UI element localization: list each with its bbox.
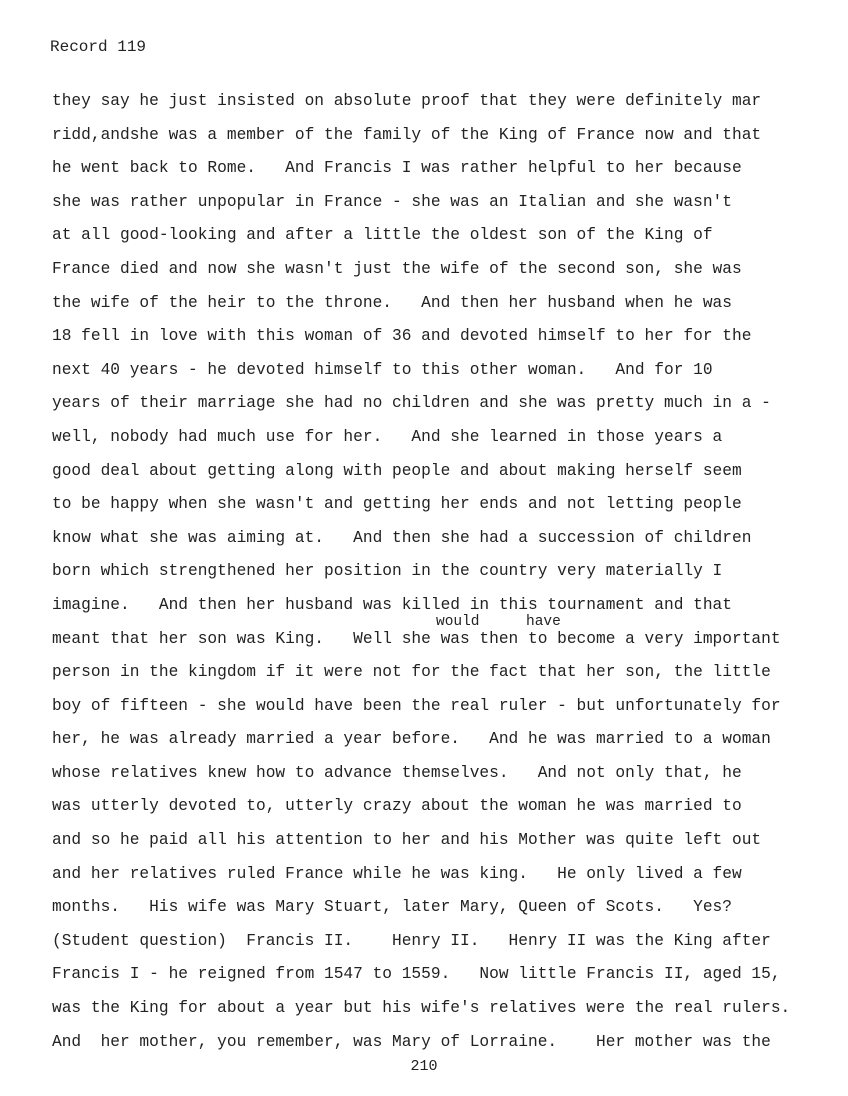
text-line: France died and now she wasn't just the wife of the second son, she was: [52, 259, 742, 278]
text-line: know what she was aiming at. And then she had a succession of children: [52, 528, 752, 547]
text-line: Francis I - he reigned from 1547 to 1559. Now little Francis II, aged 15,: [52, 965, 781, 984]
text-line: the wife of the heir to the throne. And then her husband when he was: [52, 293, 732, 312]
text-line: years of their marriage she had no children and she was pretty much in a -: [52, 394, 771, 413]
text-line: boy of fifteen - she would have been the real ruler - but unfortunately for: [52, 696, 781, 715]
text-line: next 40 years - he devoted himself to this other woman. And for 10: [52, 360, 713, 379]
text-line: at all good-looking and after a little the oldest son of the King of: [52, 226, 713, 245]
text-line: her, he was already married a year before. And he was married to a woman: [52, 730, 771, 749]
page-number: 210: [410, 1058, 438, 1075]
text-line: she was rather unpopular in France - she was an Italian and she wasn't: [52, 192, 732, 211]
record-header: Record 119: [50, 38, 147, 56]
text-line: good deal about getting along with people and about making herself seem: [52, 461, 742, 480]
transcript-body: [52, 88, 832, 1062]
interlinear-insertion-would: would: [436, 614, 480, 630]
text-line: he went back to Rome. And Francis I was rather helpful to her because: [52, 159, 742, 178]
text-line: born which strengthened her position in the country very materially I: [52, 562, 723, 581]
text-line: ridd,andshe was a member of the family of the King of France now and that: [52, 125, 762, 144]
text-line: 18 fell in love with this woman of 36 and devoted himself to her for the: [52, 327, 752, 346]
interlinear-insertion-have: have: [526, 614, 561, 630]
text-line: they say he just insisted on absolute proof that they were definitely mar: [52, 92, 762, 110]
text-line: meant that her son was King. Well she was then to become a very important: [52, 629, 781, 648]
text-line: And her mother, you remember, was Mary of Lorraine. Her mother was the: [52, 1032, 771, 1051]
text-line: well, nobody had much use for her. And she learned in those years a: [52, 427, 723, 446]
text-line: whose relatives knew how to advance themselves. And not only that, he: [52, 763, 742, 782]
text-line: imagine. And then her husband was killed in this tournament and that: [52, 595, 732, 614]
text-line: was utterly devoted to, utterly crazy about the woman he was married to: [52, 797, 742, 816]
text-line: was the King for about a year but his wife's relatives were the real rulers.: [52, 999, 791, 1018]
text-line: and so he paid all his attention to her and his Mother was quite left out: [52, 831, 762, 850]
text-line: and her relatives ruled France while he was king. He only lived a few: [52, 864, 742, 883]
text-line: (Student question) Francis II. Henry II. Henry II was the King after: [52, 931, 771, 950]
text-line: to be happy when she wasn't and getting her ends and not letting people: [52, 495, 742, 514]
text-line: months. His wife was Mary Stuart, later Mary, Queen of Scots. Yes?: [52, 898, 732, 917]
text-line: person in the kingdom if it were not for the fact that her son, the little: [52, 663, 771, 682]
